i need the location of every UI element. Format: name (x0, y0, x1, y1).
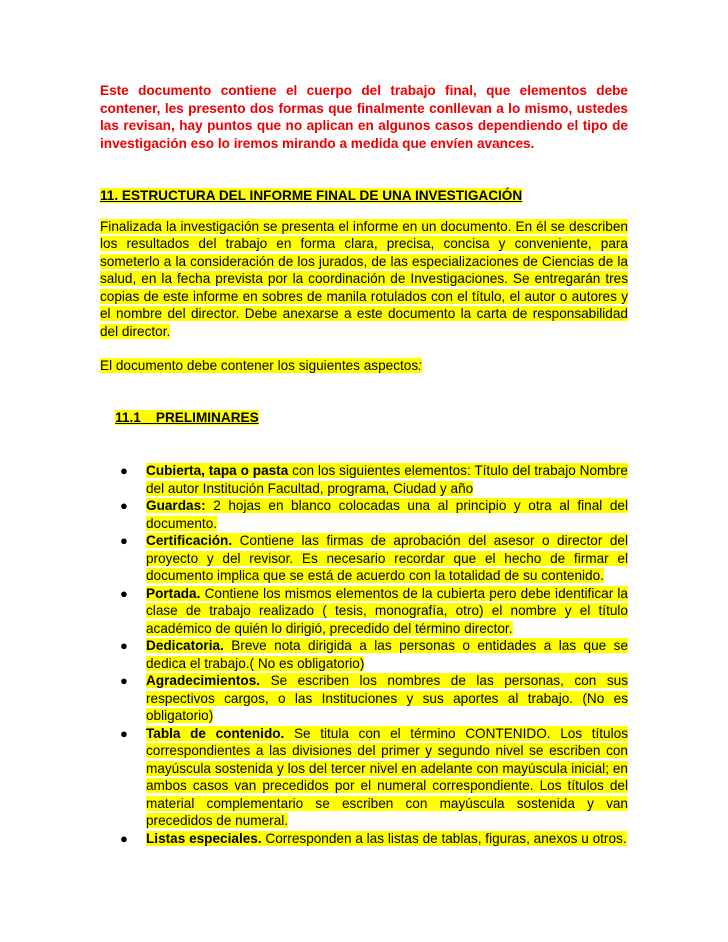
list-item-text (146, 498, 628, 531)
item-term: Dedicatoria. (146, 638, 224, 653)
item-term: Tabla de contenido. (146, 725, 285, 741)
subsection-heading (100, 392, 628, 445)
list-item-text (146, 586, 628, 636)
bullet-icon: ● (120, 673, 128, 688)
body-paragraph-text: Finalizada la investigación se presenta el informe en un documento. En él se describen los resultados del trabajo en forma clara, precisa, concisa y conveniente, para someterlo a la consideración de los jurados, de las especializaciones de Ciencias de la salud, en la fecha prevista por la coordinación de Investigaciones. Se entregarán tres copias de este informe en sobres de manila rotulados con el título, el autor o autores y el nombre del director. Debe anexarse a este documento la carta de responsabilidad del director. (100, 218, 628, 339)
list-item (120, 830, 628, 848)
bullet-icon: ● (120, 638, 128, 653)
subsection-heading-text: 11.1 PRELIMINARES (115, 410, 259, 425)
item-term: Cubierta, tapa o pasta (146, 463, 289, 478)
section-heading (100, 187, 628, 205)
bullet-icon: ● (120, 533, 128, 548)
list-item-text (146, 831, 627, 846)
list-item-text (146, 638, 628, 671)
item-description: Se escriben los nombres de las personas, con sus respectivos cargos, o las Instituciones y sus aportes al trabajo. (No es obligatorio) (146, 673, 628, 723)
list-item-text (146, 726, 628, 829)
intro-text: Este documento contiene el cuerpo del trabajo final, que elementos debe contener, les presento dos formas que finalmente conllevan a lo mismo, ustedes las revisan, hay puntos que no aplican en algunos casos dependiendo el tipo de investigación eso lo iremos mirando a medida que envíen avances. (100, 83, 628, 151)
aspects-label: El documento debe contener los siguientes aspectos (100, 358, 419, 373)
list-item (120, 637, 628, 672)
preliminaries-list (100, 462, 628, 847)
list-item (120, 462, 628, 497)
list-item-text (146, 463, 628, 496)
list-item (120, 725, 628, 830)
bullet-icon: ● (120, 463, 128, 478)
document-page (100, 82, 628, 847)
item-description: Contiene los mismos elementos de la cubierta pero debe identificar la clase de trabajo realizado ( tesis, monografía, otro) el nombre y el título académico de quién lo dirigió, precedido del término director. (146, 585, 628, 636)
item-description: Breve nota dirigida a las personas o entidades a las que se dedica el trabajo.( No es obligatorio) (146, 638, 628, 671)
item-description: Se titula con el término CONTENIDO. Los títulos correspondientes a las divisiones del primer y segundo nivel se escriben con mayúscula sostenida y los del tercer nivel en adelante con mayúscula inicial; en ambos casos van precedidos por el numeral correspondiente. Los títulos del material complementario se escriben con mayúscula sostenida y van precedidos de numeral. (146, 725, 628, 828)
list-item-text (146, 673, 628, 723)
aspects-line (100, 357, 628, 375)
item-term: Guardas: (146, 498, 206, 513)
list-item-text (146, 533, 628, 583)
list-item (120, 532, 628, 585)
list-item (120, 672, 628, 725)
aspects-text (100, 358, 422, 373)
item-description: Contiene las firmas de aprobación del asesor o director del proyecto y del revisor. Es necesario recordar que el hecho de firmar el documento implica que se está de acuerdo con la totalidad de su contenido. (146, 533, 628, 583)
list-item (120, 497, 628, 532)
body-paragraph (100, 218, 628, 341)
section-heading-text: 11. ESTRUCTURA DEL INFORME FINAL DE UNA INVESTIGACIÓN (100, 188, 523, 203)
item-description: Corresponden a las listas de tablas, figuras, anexos u otros. (261, 830, 627, 846)
bullet-icon: ● (120, 585, 128, 601)
item-description: con los siguientes elementos: Título del trabajo Nombre del autor Institución Facultad, programa, Ciudad y año (146, 463, 628, 496)
item-description: 2 hojas en blanco colocadas una al principio y otra al final del documento. (146, 498, 628, 531)
list-item (120, 585, 628, 638)
item-term: Agradecimientos. (146, 673, 261, 688)
bullet-icon: ● (120, 725, 128, 741)
bullet-icon: ● (120, 830, 128, 846)
item-term: Certificación. (146, 533, 233, 548)
bullet-icon: ● (120, 498, 128, 513)
item-term: Portada. (146, 585, 201, 601)
item-term: Listas especiales. (146, 830, 262, 846)
intro-note (100, 82, 628, 152)
aspects-colon: : (418, 358, 422, 373)
